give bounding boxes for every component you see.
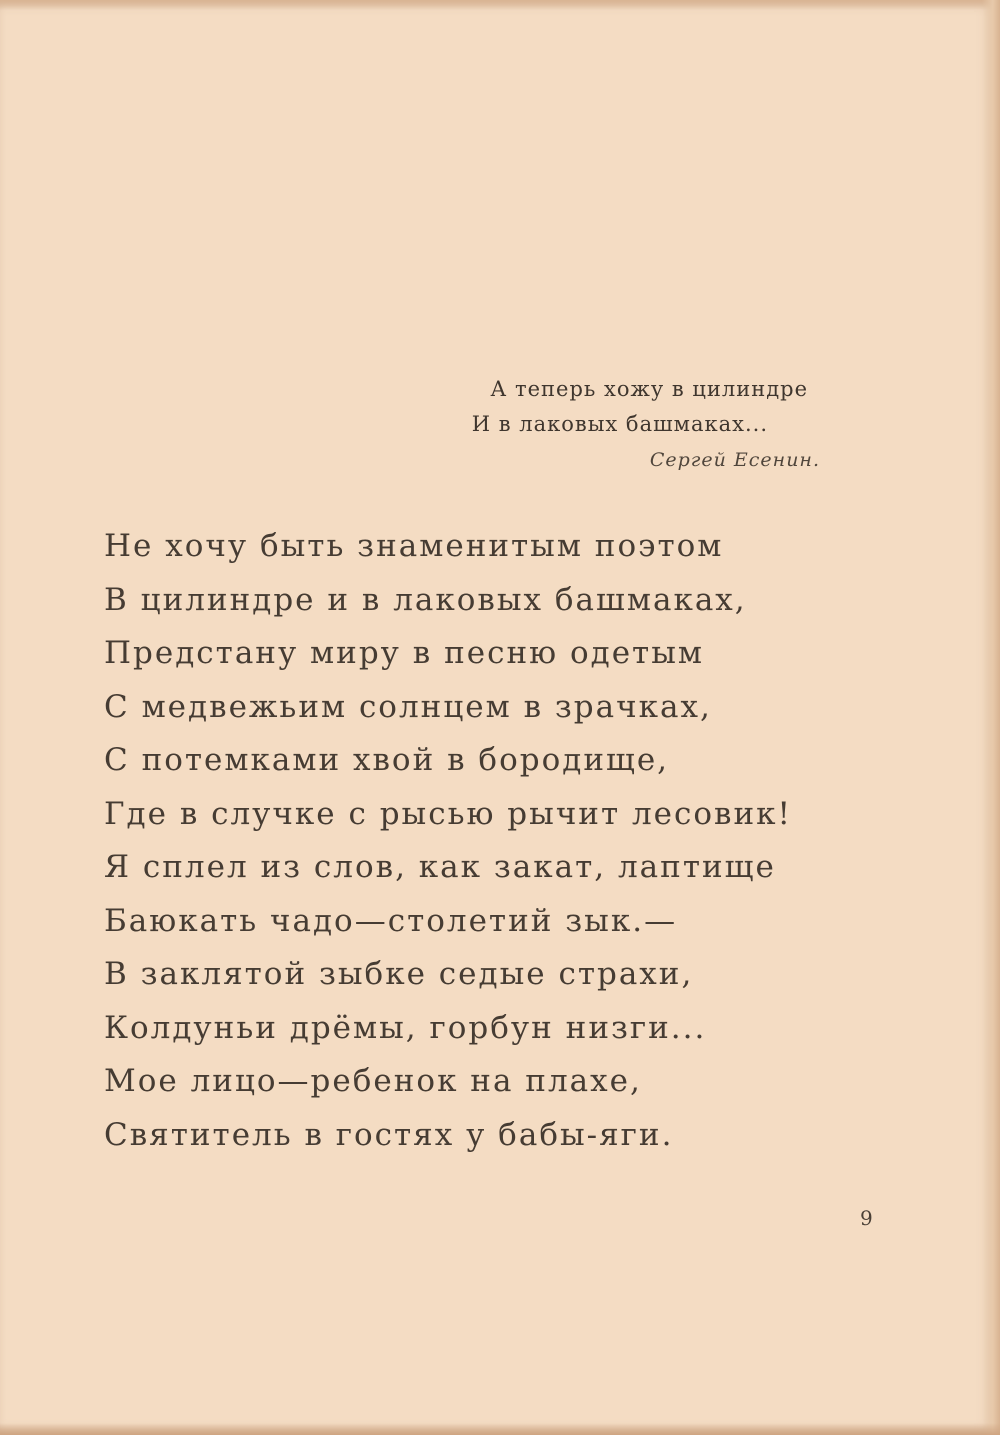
epigraph-author: Сергей Есенин.: [649, 449, 820, 471]
poem-line: Где в случке с рысью рычит лесовик!: [104, 795, 792, 832]
poem-line: С потемками хвой в бородище,: [104, 742, 670, 778]
page-top-edge: [0, 0, 1000, 10]
poem-line: Баюкать чадо—столетий зык.—: [104, 902, 678, 939]
page-number: 9: [860, 1206, 873, 1230]
epigraph: [360, 372, 820, 478]
poem-line: В заклятой зыбке седые страхи,: [104, 956, 694, 992]
poem-line: Не хочу быть знаменитым поэтом: [104, 528, 724, 564]
poem-line: Я сплел из слов, как закат, лаптище: [104, 849, 776, 885]
epigraph-line: А теперь хожу в цилиндре: [490, 377, 808, 401]
poem-line: В цилиндре и в лаковых башмаках,: [104, 581, 747, 618]
poem-line: Мое лицо—ребенок на плахе,: [104, 1063, 642, 1099]
epigraph-line: И в лаковых башмаках...: [471, 412, 768, 436]
page-bottom-edge: [0, 1423, 1000, 1435]
page-right-edge: [982, 0, 1000, 1435]
poem: [104, 520, 884, 1162]
poem-line: Предстану миру в песню одетым: [104, 635, 704, 671]
poem-line: Колдуньи дрёмы, горбун низги...: [104, 1009, 707, 1046]
poem-line: Святитель в гостях у бабы-яги.: [104, 1116, 674, 1153]
poem-line: С медвежьим солнцем в зрачках,: [104, 688, 712, 725]
